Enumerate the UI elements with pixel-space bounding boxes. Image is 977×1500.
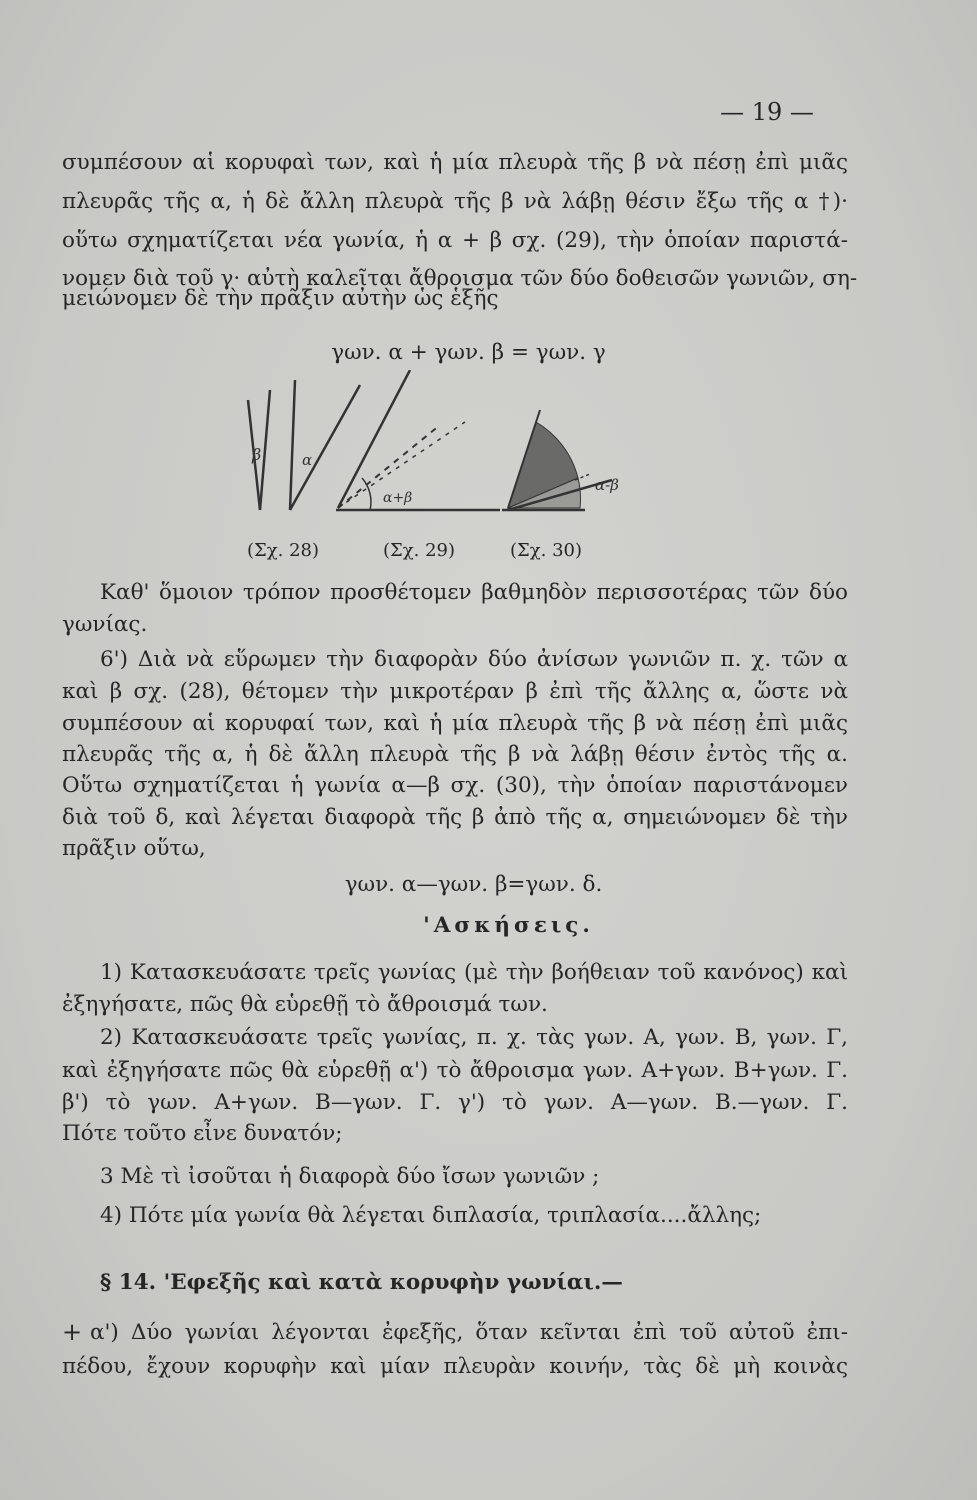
text-line: γωνίας. [62, 612, 148, 637]
figure-caption: (Σχ. 30) [510, 540, 583, 561]
figure-30 [502, 410, 612, 510]
page-number: — 19 — [720, 98, 814, 126]
figure-caption: (Σχ. 29) [383, 540, 456, 561]
text-line: πρᾶξιν οὕτω, [62, 836, 206, 861]
angle-figures [240, 370, 660, 520]
text-line: 6') Διὰ νὰ εὕρωμεν τὴν διαφορὰν δύο ἀνίσων γωνιῶν π. χ. τῶν α [100, 647, 848, 672]
text-line: συμπέσουν αἱ κορυφαὶ των, καὶ ἡ μία πλευρὰ τῆς β νὰ πέσῃ ἐπὶ μιᾶς [62, 150, 848, 175]
formula-difference: γων. α—γων. β=γων. δ. [344, 872, 603, 897]
text-line: μειώνομεν δὲ τὴν πρᾶξιν αὐτὴν ὡς ἑξῆς [62, 286, 499, 311]
text-line: πλευρᾶς τῆς α, ἡ δὲ ἄλλη πλευρὰ τῆς β νὰ λάβῃ θέσιν ἐντὸς τῆς α. [62, 742, 848, 767]
margin-mark: + [62, 1318, 83, 1346]
text-line: Οὕτω σχηματίζεται ἡ γωνία α—β σχ. (30), τὴν ὁποίαν παριστάνομεν [62, 773, 848, 798]
label-alpha: α [302, 451, 313, 469]
text-line: καὶ β σχ. (28), θέτομεν τὴν μικροτέραν β ἐπὶ τῆς ἄλλης α, ὥστε νὰ [62, 679, 848, 704]
text-line: συμπέσουν αἱ κορυφαί των, καὶ ἡ μία πλευρὰ τῆς β νὰ πέσῃ ἐπὶ μιᾶς [62, 711, 848, 736]
figure-caption: (Σχ. 28) [247, 540, 320, 561]
exercise-line: 3 Μὲ τὶ ἰσοῦται ἡ διαφορὰ δύο ἴσων γωνιῶν ; [100, 1164, 600, 1189]
exercise-line: 1) Κατασκευάσατε τρεῖς γωνίας (μὲ τὴν βοήθειαν τοῦ κανόνος) καὶ [100, 960, 848, 985]
formula-sum: γων. α + γων. β = γων. γ [331, 340, 606, 365]
text-line: πέδου, ἔχουν κορυφὴν καὶ μίαν πλευρὰν κοινήν, τὰς δὲ μὴ κοινὰς [62, 1354, 848, 1379]
text-line: πλευρᾶς τῆς α, ἡ δὲ ἄλλη πλευρὰ τῆς β νὰ λάβῃ θέσιν ἔξω τῆς α †)· [62, 189, 848, 214]
label-diff: α-β [595, 476, 619, 494]
figure-29 [290, 370, 500, 510]
label-sum: α+β [383, 490, 413, 506]
text-line: νομεν διὰ τοῦ γ· αὐτὴ καλεῖται ἄθροισμα τῶν δύο δοθεισῶν γωνιῶν, ση- [62, 266, 858, 291]
exercise-line: β') τὸ γων. Α+γων. Β—γων. Γ. γ') τὸ γων. Α—γων. Β.—γων. Γ. [62, 1090, 848, 1115]
exercise-line: 2) Κατασκευάσατε τρεῖς γωνίας, π. χ. τὰς γων. Α, γων. Β, γων. Γ, [100, 1025, 848, 1050]
exercise-line: καὶ ἐξηγήσατε πῶς θὰ εὑρεθῇ α') τὸ ἄθροισμα γων. Α+γων. Β+γων. Γ. [62, 1058, 848, 1083]
text-line: Καθ' ὅμοιον τρόπον προσθέτομεν βαθμηδὸν περισσοτέρας τῶν δύο [100, 580, 848, 605]
label-beta: β [252, 445, 262, 464]
text-line: οὕτω σχηματίζεται νέα γωνία, ἡ α + β σχ. (29), τὴν ὁποίαν παριστά- [62, 228, 848, 253]
text-line: διὰ τοῦ δ, καὶ λέγεται διαφορὰ τῆς β ἀπὸ τῆς α, σημειώνομεν δὲ τὴν [62, 805, 848, 830]
section-title: § 14. 'Εφεξῆς καὶ κατὰ κορυφὴν γωνίαι.— [100, 1270, 623, 1295]
exercise-line: Πότε τοῦτο εἶνε δυνατόν; [62, 1121, 343, 1146]
exercise-line: ἐξηγήσατε, πῶς θὰ εὑρεθῇ τὸ ἄθροισμά των. [62, 992, 548, 1017]
exercises-heading: 'Ασκήσεις. [423, 913, 594, 938]
exercise-line: 4) Πότε μία γωνία θὰ λέγεται διπλασία, τριπλασία....ἄλλης; [100, 1203, 762, 1228]
text-line: α') Δύο γωνίαι λέγονται ἐφεξῆς, ὅταν κεῖνται ἐπὶ τοῦ αὐτοῦ ἐπι- [90, 1320, 848, 1345]
